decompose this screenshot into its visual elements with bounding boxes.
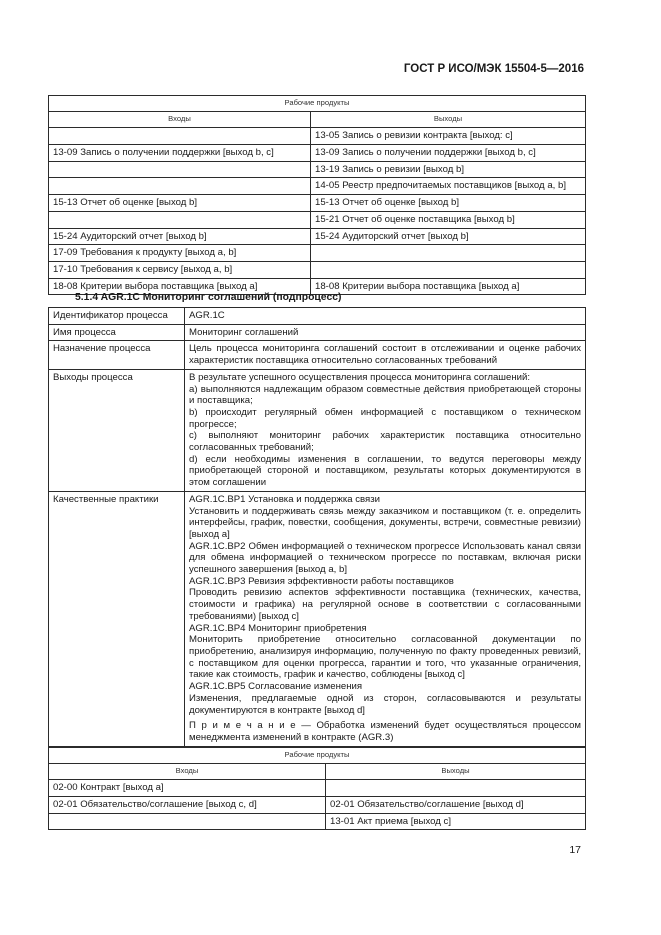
note-text: — Обработка изменений будет осуществляться процессом менеджмента изменений в контракте (AGR.3): [189, 720, 581, 743]
table-row: [49, 797, 586, 814]
table-cell: 02-01 Обязательство/соглашение [выход d]: [326, 797, 586, 814]
work-products-table-bottom: [48, 747, 586, 830]
outcomes-intro: В результате успешного осуществления процесса мониторинга соглашений:: [189, 371, 531, 383]
practice-text: Установить и поддерживать связь между заказчиком и поставщиком (т. е. определить интерфейсы, график, повестки, сообщения, документы, встречи, совместные ревизии) [выход a]: [189, 505, 581, 540]
process-outcomes-label: Выходы процесса: [49, 369, 185, 491]
practice-heading: AGR.1C.BP2 Обмен информацией о техническом прогрессе Использовать канал связи для обмена информацией о техническом прогрессе по поставкам, включая риски успешного завершения [выход a, b]: [189, 540, 581, 576]
table-row: [49, 813, 586, 830]
process-practices-label: Качественные практики: [49, 491, 185, 746]
table-cell: [49, 813, 326, 830]
practice-text: Изменения, предлагаемые одной из сторон, согласовываются и результаты документируются в контракте [выход d]: [189, 692, 581, 716]
practice-heading: AGR.1C.BP3 Ревизия эффективности работы поставщиков: [189, 575, 454, 587]
outcome-item: d) если необходимы изменения в соглашении, то ведутся переговоры между приобретающей стороной и поставщиком, результаты которых документируются в этом соглашении: [189, 453, 581, 489]
table-cell: 18-08 Критерии выбора поставщика [выход a]: [311, 278, 586, 295]
column-header-inputs: Входы: [49, 112, 311, 128]
table-cell: 15-24 Аудиторский отчет [выход b]: [311, 228, 586, 245]
column-header-outputs: Выходы: [326, 764, 586, 780]
outcome-item: b) происходит регулярный обмен информацией с поставщиком о техническом прогрессе;: [189, 406, 581, 430]
table-row: [49, 228, 586, 245]
table-caption: Рабочие продукты: [49, 748, 586, 764]
process-outcomes-list: [185, 369, 586, 491]
outcome-item: a) выполняются надлежащим образом совместные действия приобретающей стороны и поставщика;: [189, 383, 581, 407]
process-purpose-label: Назначение процесса: [49, 341, 185, 369]
table-cell: 17-09 Требования к продукту [выход a, b]: [49, 245, 311, 262]
table-cell: [49, 178, 311, 195]
table-row: [49, 145, 586, 162]
table-row: [49, 178, 586, 195]
process-practices-list: [185, 491, 586, 746]
table-row: [49, 369, 586, 491]
practice-heading: AGR.1C.BP1 Установка и поддержка связи: [189, 493, 380, 505]
table-row: [49, 195, 586, 212]
table-row: [49, 262, 586, 279]
table-row: [49, 211, 586, 228]
table-cell: [49, 128, 311, 145]
practice-text: Проводить ревизию аспектов эффективности поставщика (технических, качества, стоимости и графика) на регулярной основе в соответствии с согласованными требованиями) [выход c]: [189, 587, 581, 622]
process-description-table: [48, 307, 586, 747]
table-cell: 02-00 Контракт [выход a]: [49, 780, 326, 797]
table-cell: [49, 161, 311, 178]
practice-text: Мониторить приобретение относительно согласованной документации по приобретению, анализируя информацию, полученную по факту проведенных ревизий, с поставщиком для оценки прогресса, гарантии и того, что указанные ограничения, такие как стоимость, график и качество, соблюдены [выход c]: [189, 634, 581, 681]
table-cell: 13-05 Запись о ревизии контракта [выход: c]: [311, 128, 586, 145]
table-cell: 14-05 Реестр предпочитаемых поставщиков [выход a, b]: [311, 178, 586, 195]
column-header-outputs: Выходы: [311, 112, 586, 128]
process-purpose-value: Цель процесса мониторинга соглашений состоит в отслеживании и оценке рабочих характеристик поставщика относительно согласованных требований: [185, 341, 586, 369]
table-row: [49, 245, 586, 262]
table-row: [49, 491, 586, 746]
process-name-value: Мониторинг соглашений: [185, 324, 586, 341]
table-cell: 17-10 Требования к сервису [выход a, b]: [49, 262, 311, 279]
table-cell: [49, 211, 311, 228]
table-cell: 15-13 Отчет об оценке [выход b]: [311, 195, 586, 212]
process-id-label: Идентификатор процесса: [49, 308, 185, 325]
outcome-item: c) выполняют мониторинг рабочих характеристик поставщика относительно согласованных требований;: [189, 430, 581, 454]
column-header-inputs: Входы: [49, 764, 326, 780]
table-cell: 13-19 Запись о ревизии [выход b]: [311, 161, 586, 178]
table-cell: 13-01 Акт приема [выход c]: [326, 813, 586, 830]
section-title: 5.1.4 AGR.1C Мониторинг соглашений (подпроцесс): [75, 292, 342, 303]
note-label: П р и м е ч а н и е: [189, 720, 296, 732]
table-row: [49, 341, 586, 369]
table-cell: 13-09 Запись о получении поддержки [выход b, c]: [49, 145, 311, 162]
table-cell: [326, 780, 586, 797]
table-cell: 15-21 Отчет об оценке поставщика [выход b]: [311, 211, 586, 228]
table-row: [49, 780, 586, 797]
table-caption: Рабочие продукты: [49, 96, 586, 112]
process-id-value: AGR.1C: [185, 308, 586, 325]
table-row: [49, 161, 586, 178]
table-cell: [311, 245, 586, 262]
table-cell: 02-01 Обязательство/соглашение [выход c, d]: [49, 797, 326, 814]
table-cell: 15-24 Аудиторский отчет [выход b]: [49, 228, 311, 245]
practice-note: [189, 720, 581, 743]
document-header: ГОСТ Р ИСО/МЭК 15504-5—2016: [403, 63, 584, 75]
table-cell: 15-13 Отчет об оценке [выход b]: [49, 195, 311, 212]
practice-heading: AGR.1C.BP4 Мониторинг приобретения: [189, 622, 367, 634]
table-row: [49, 128, 586, 145]
table-row: [49, 324, 586, 341]
process-name-label: Имя процесса: [49, 324, 185, 341]
table-cell: 13-09 Запись о получении поддержки [выход b, c]: [311, 145, 586, 162]
table-row: [49, 308, 586, 325]
table-cell: [311, 262, 586, 279]
practice-heading: AGR.1C.BP5 Согласование изменения: [189, 681, 363, 693]
work-products-table-top: [48, 95, 586, 295]
table-cell: 18-08 Критерии выбора поставщика [выход a]: [49, 278, 311, 295]
page-number: 17: [569, 844, 581, 856]
